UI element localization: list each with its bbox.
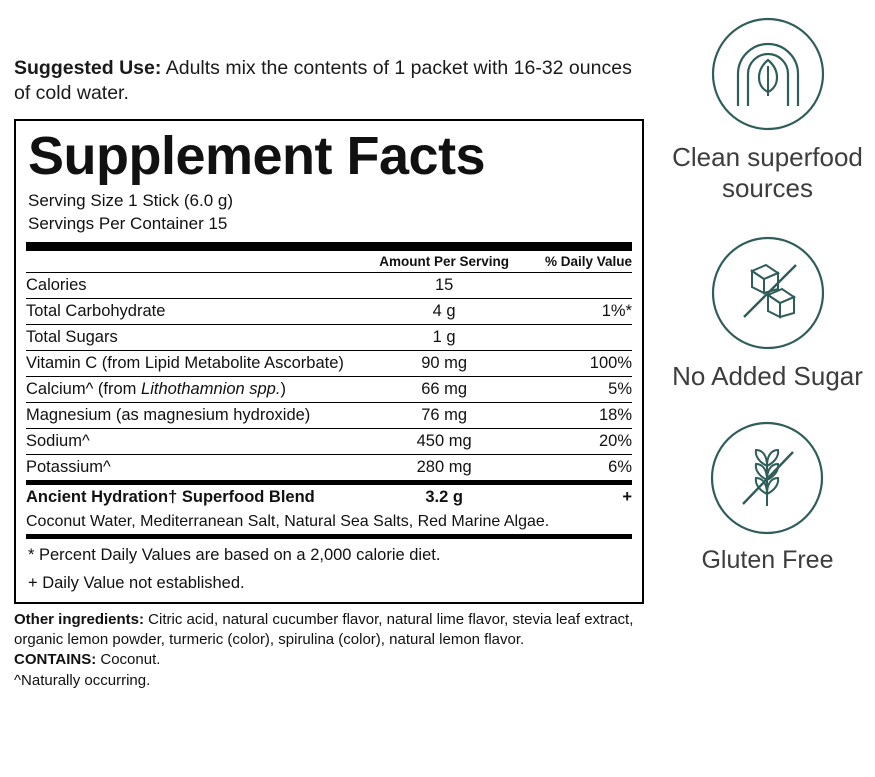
nutrient-name: Magnesium (as magnesium hydroxide) (26, 403, 365, 429)
nutrient-name: Total Carbohydrate (26, 299, 365, 325)
nutrient-dv (523, 273, 632, 299)
nutrient-dv (523, 325, 632, 351)
blend-amount: 3.2 g (425, 488, 463, 507)
header-amount-per-serving: Amount Per Serving (365, 251, 523, 273)
nutrient-name: Vitamin C (from Lipid Metabolite Ascorbate) (26, 351, 365, 377)
table-row (26, 429, 632, 455)
nutrient-amount: 90 mg (365, 351, 523, 377)
other-ingredients-block (14, 610, 642, 691)
leaf-arch-icon (708, 14, 828, 134)
supplement-facts-panel (14, 119, 644, 603)
other-ingredients-text: Citric acid, natural cucumber flavor, natural lime flavor, stevia leaf extract, organic lemon powder, turmeric (color), spirulina (color), natural lemon flavor. (14, 610, 634, 649)
blend-name: Ancient Hydration† Superfood Blend (26, 488, 315, 507)
species-name: Lithothamnion spp. (141, 380, 281, 399)
badge-gluten-free (701, 418, 833, 576)
other-ingredients-label: Other ingredients: (14, 610, 145, 628)
nutrient-dv: 100% (523, 351, 632, 377)
suggested-use-label: Suggested Use: (14, 56, 162, 79)
nutrient-amount: 280 mg (416, 458, 472, 477)
wheat-crossed-icon (707, 418, 827, 538)
nutrient-amount: 1 g (365, 325, 523, 351)
footnote-daily-values: * Percent Daily Values are based on a 2,000 calorie diet. (28, 546, 441, 565)
naturally-occurring-note: ^Naturally occurring. (14, 671, 151, 689)
badge-label: No Added Sugar (672, 361, 863, 392)
no-sugar-cubes-icon (708, 233, 828, 353)
nutrient-name: Potassium^ (26, 458, 111, 477)
contains-label: CONTAINS: (14, 651, 97, 669)
nutrient-dv: 18% (523, 403, 632, 429)
servings-per-container: Servings Per Container 15 (28, 214, 228, 234)
header-daily-value: % Daily Value (523, 251, 632, 273)
nutrient-amount: 66 mg (365, 377, 523, 403)
table-row (26, 403, 632, 429)
suggested-use-body: Adults mix the contents of 1 packet with 16-32 ounces of cold water. (14, 56, 632, 105)
nutrient-amount: 15 (365, 273, 523, 299)
badge-no-added-sugar (672, 233, 863, 392)
nutrient-dv: 20% (523, 429, 632, 455)
nutrition-table (26, 251, 632, 480)
nutrient-dv: 6% (608, 458, 632, 477)
nutrient-name (26, 377, 365, 403)
table-row (26, 351, 632, 377)
badge-label: Gluten Free (701, 546, 834, 575)
blend-table (26, 485, 632, 534)
nutrient-amount: 450 mg (365, 429, 523, 455)
nutrient-name: Sodium^ (26, 429, 365, 455)
nutrient-dv: 5% (523, 377, 632, 403)
blend-ingredients: Coconut Water, Mediterranean Salt, Natural Sea Salts, Red Marine Algae. (26, 513, 550, 531)
contains-text: Coconut. (96, 651, 161, 669)
nutrient-name: Total Sugars (26, 325, 365, 351)
nutrient-name-calcium: Calcium^ (from Lithothamnion spp.) (26, 380, 286, 399)
table-row (26, 377, 632, 403)
nutrient-amount: 4 g (365, 299, 523, 325)
serving-size: Serving Size 1 Stick (6.0 g) (28, 191, 234, 211)
nutrient-amount: 76 mg (365, 403, 523, 429)
nutrient-name: Calories (26, 273, 365, 299)
badges-column (660, 0, 875, 777)
nutrient-dv: 1%* (523, 299, 632, 325)
supplement-facts-title: Supplement Facts (28, 126, 486, 187)
badge-label: Clean superfood sources (672, 142, 863, 203)
table-row (26, 273, 632, 299)
blend-row (26, 485, 632, 510)
suggested-use-text (14, 56, 639, 108)
divider-thick-top (26, 242, 632, 251)
badge-clean-superfood-sources (660, 14, 875, 203)
table-header-row (26, 251, 632, 273)
footnote-dv-not-established: + Daily Value not established. (28, 573, 245, 592)
table-row (26, 455, 632, 481)
header-name (26, 251, 365, 273)
table-row (26, 325, 632, 351)
blend-dv: + (622, 488, 632, 507)
divider-medium-bottom (26, 534, 632, 539)
table-row (26, 299, 632, 325)
blend-ingredients-row (26, 510, 632, 534)
